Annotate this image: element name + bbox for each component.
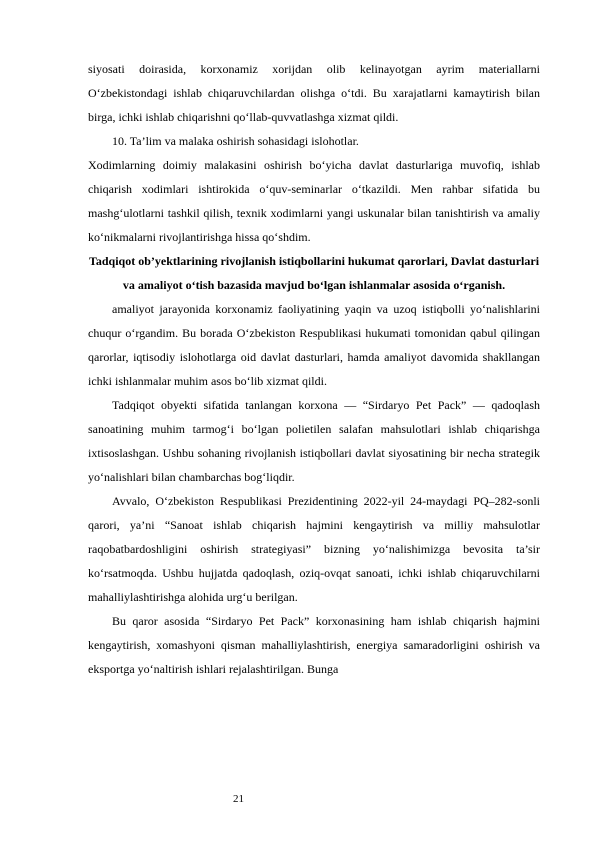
paragraph-research-object: Tadqiqot obyekti sifatida tanlangan korxona — “Sirdaryo Pet Pack” — qadoqlash sanoatining muhim tarmog‘i bo‘lgan polietilen salafan mahsulotlari ishlab chiqarishga ixtisoslashgan. Ushbu sohaning rivojlanish istiqbollari davlat siyosatining bir necha strategik yo‘nalishlari bilan chambarchas bog‘liqdir. [88,398,540,484]
paragraph-presidential-decree: Avvalo, O‘zbekiston Respublikasi Prezidentining 2022-yil 24-maydagi PQ–282-sonli qarori, ya’ni “Sanoat ishlab chiqarish hajmini kengaytirish va milliy mahsulotlar raqobatbardoshligini oshirish strategiyasi” bizning yo‘nalishimizga bevosita ta’sir ko‘rsatmoqda. Ushbu hujjatda qadoqlash, oziq-ovqat sanoati, ichki ishlab chiqaruvchilarni mahalliylashtirishga alohida urg‘u berilgan. [88,494,540,604]
page-number: 21 [233,793,244,805]
section-heading: Tadqiqot ob’yektlarining rivojlanish istiqbollarini hukumat qarorlari, Davlat dasturlari va amaliyot o‘tish bazasida mavjud bo‘lgan ishlanmalar asosida o‘rganish. [88,254,540,292]
paragraph-research-intro: amaliyot jarayonida korxonamiz faoliyatining yaqin va uzoq istiqbolli yo‘nalishlarini chuqur o‘rgandim. Bu borada O‘zbekiston Respublikasi hukumati tomonidan qabul qilingan qarorlar, iqtisodiy islohotlarga oid davlat dasturlari, hamda amaliyot davomida shakllangan ichki ishlanmalar muhim asos bo‘lib xizmat qildi. [88,302,540,388]
section-item-10: 10. Ta’lim va malaka oshirish sohasidagi islohotlar. [112,134,359,148]
paragraph-training: Xodimlarning doimiy malakasini oshirish bo‘yicha davlat dasturlariga muvofiq, ishlab chiqarish xodimlari ishtirokida o‘quv-seminarlar o‘tkazildi. Men rahbar sifatida bu mashg‘ulotlarni tashkil qilish, texnik xodimlarni yangi uskunalar bilan tanishtirish va amaliy ko‘nikmalarni rivojlantirishga hissa qo‘shdim. [88,158,540,244]
paragraph-continuation: siyosati doirasida, korxonamiz xorijdan olib kelinayotgan ayrim materiallarni O‘zbekistondagi ishlab chiqaruvchilardan olishga o‘tdi. Bu xarajatlarni kamaytirish bilan birga, ichki ishlab chiqarishni qo‘llab-quvvatlashga xizmat qildi. [88,62,540,124]
page-body [88,57,540,681]
paragraph-decree-basis: Bu qaror asosida “Sirdaryo Pet Pack” korxonasining ham ishlab chiqarish hajmini kengaytirish, xomashyoni qisman mahalliylashtirish, energiya samaradorligini oshirish va eksportga yo‘naltirish ishlari rejalashtirilgan. Bunga [88,614,540,676]
